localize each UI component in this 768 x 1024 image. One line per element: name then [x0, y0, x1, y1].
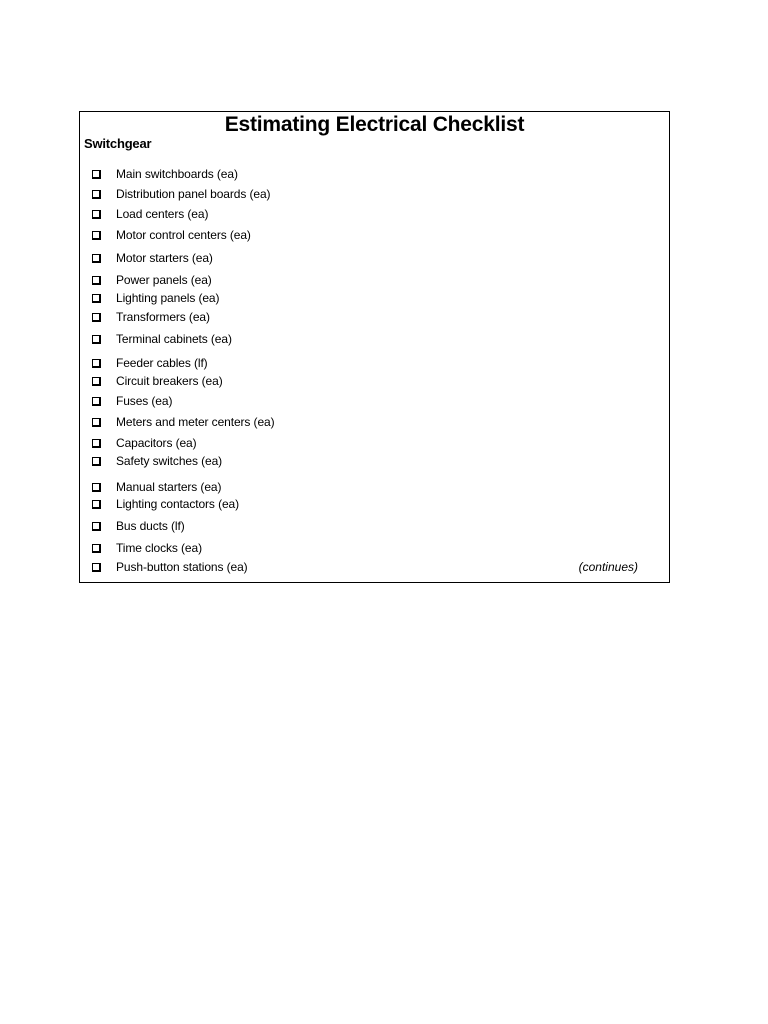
- checklist-item-label: Time clocks (ea): [116, 541, 202, 555]
- checkbox-icon[interactable]: [92, 210, 101, 219]
- checkbox-icon[interactable]: [92, 377, 101, 386]
- checkbox-icon[interactable]: [92, 418, 101, 427]
- checklist-item-label: Manual starters (ea): [116, 480, 222, 494]
- checklist-item-label: Main switchboards (ea): [116, 167, 238, 181]
- checklist-item: [80, 331, 669, 347]
- checkbox-icon[interactable]: [92, 335, 101, 344]
- checklist-item: [80, 309, 669, 325]
- checklist-item: [80, 518, 669, 534]
- checklist-item-label: Capacitors (ea): [116, 436, 197, 450]
- checklist-item: [80, 435, 669, 451]
- document-title: Estimating Electrical Checklist: [224, 113, 525, 136]
- checkbox-icon[interactable]: [92, 439, 101, 448]
- checklist-item-label: Distribution panel boards (ea): [116, 187, 271, 201]
- continues-note: (continues): [578, 560, 638, 574]
- checklist-item: [80, 453, 669, 469]
- checkbox-icon[interactable]: [92, 500, 101, 509]
- checklist-item: [80, 272, 669, 288]
- section-heading: Switchgear: [84, 136, 152, 151]
- checkbox-icon[interactable]: [92, 254, 101, 263]
- checkbox-icon[interactable]: [92, 190, 101, 199]
- checklist-item-label: Motor starters (ea): [116, 251, 213, 265]
- checklist-item: [80, 496, 669, 512]
- checklist-item-label: Motor control centers (ea): [116, 228, 251, 242]
- checkbox-icon[interactable]: [92, 563, 101, 572]
- checklist-sheet: [79, 111, 670, 583]
- checkbox-icon[interactable]: [92, 359, 101, 368]
- checklist-item: [80, 227, 669, 243]
- checkbox-icon[interactable]: [92, 170, 101, 179]
- checklist-item: [80, 373, 669, 389]
- checkbox-icon[interactable]: [92, 522, 101, 531]
- checkbox-icon[interactable]: [92, 397, 101, 406]
- checklist-item: [80, 166, 669, 182]
- checklist-item-label: Power panels (ea): [116, 273, 212, 287]
- checklist-item-label: Bus ducts (lf): [116, 519, 185, 533]
- checklist-item: [80, 186, 669, 202]
- checkbox-icon[interactable]: [92, 313, 101, 322]
- checkbox-icon[interactable]: [92, 276, 101, 285]
- checklist-item-label: Load centers (ea): [116, 207, 209, 221]
- checkbox-icon[interactable]: [92, 544, 101, 553]
- checklist-item: [80, 479, 669, 495]
- checklist-item: [80, 393, 669, 409]
- checklist-item-label: Circuit breakers (ea): [116, 374, 223, 388]
- checklist-item: [80, 250, 669, 266]
- checklist-item-label: Feeder cables (lf): [116, 356, 208, 370]
- checklist-item-label: Transformers (ea): [116, 310, 210, 324]
- checklist-item-label: Safety switches (ea): [116, 454, 223, 468]
- checklist-item-label: Lighting contactors (ea): [116, 497, 240, 511]
- checklist-item-label: Meters and meter centers (ea): [116, 415, 275, 429]
- checklist-item: [80, 540, 669, 556]
- checkbox-icon[interactable]: [92, 294, 101, 303]
- checklist-item-label: Push-button stations (ea): [116, 560, 248, 574]
- checklist-item-label: Lighting panels (ea): [116, 291, 220, 305]
- checklist-item-label: Fuses (ea): [116, 394, 173, 408]
- checklist-item: [80, 414, 669, 430]
- checkbox-icon[interactable]: [92, 231, 101, 240]
- checklist-item: [80, 206, 669, 222]
- checkbox-icon[interactable]: [92, 483, 101, 492]
- checkbox-icon[interactable]: [92, 457, 101, 466]
- checklist-item: [80, 355, 669, 371]
- checklist-item-label: Terminal cabinets (ea): [116, 332, 232, 346]
- checklist-item: [80, 290, 669, 306]
